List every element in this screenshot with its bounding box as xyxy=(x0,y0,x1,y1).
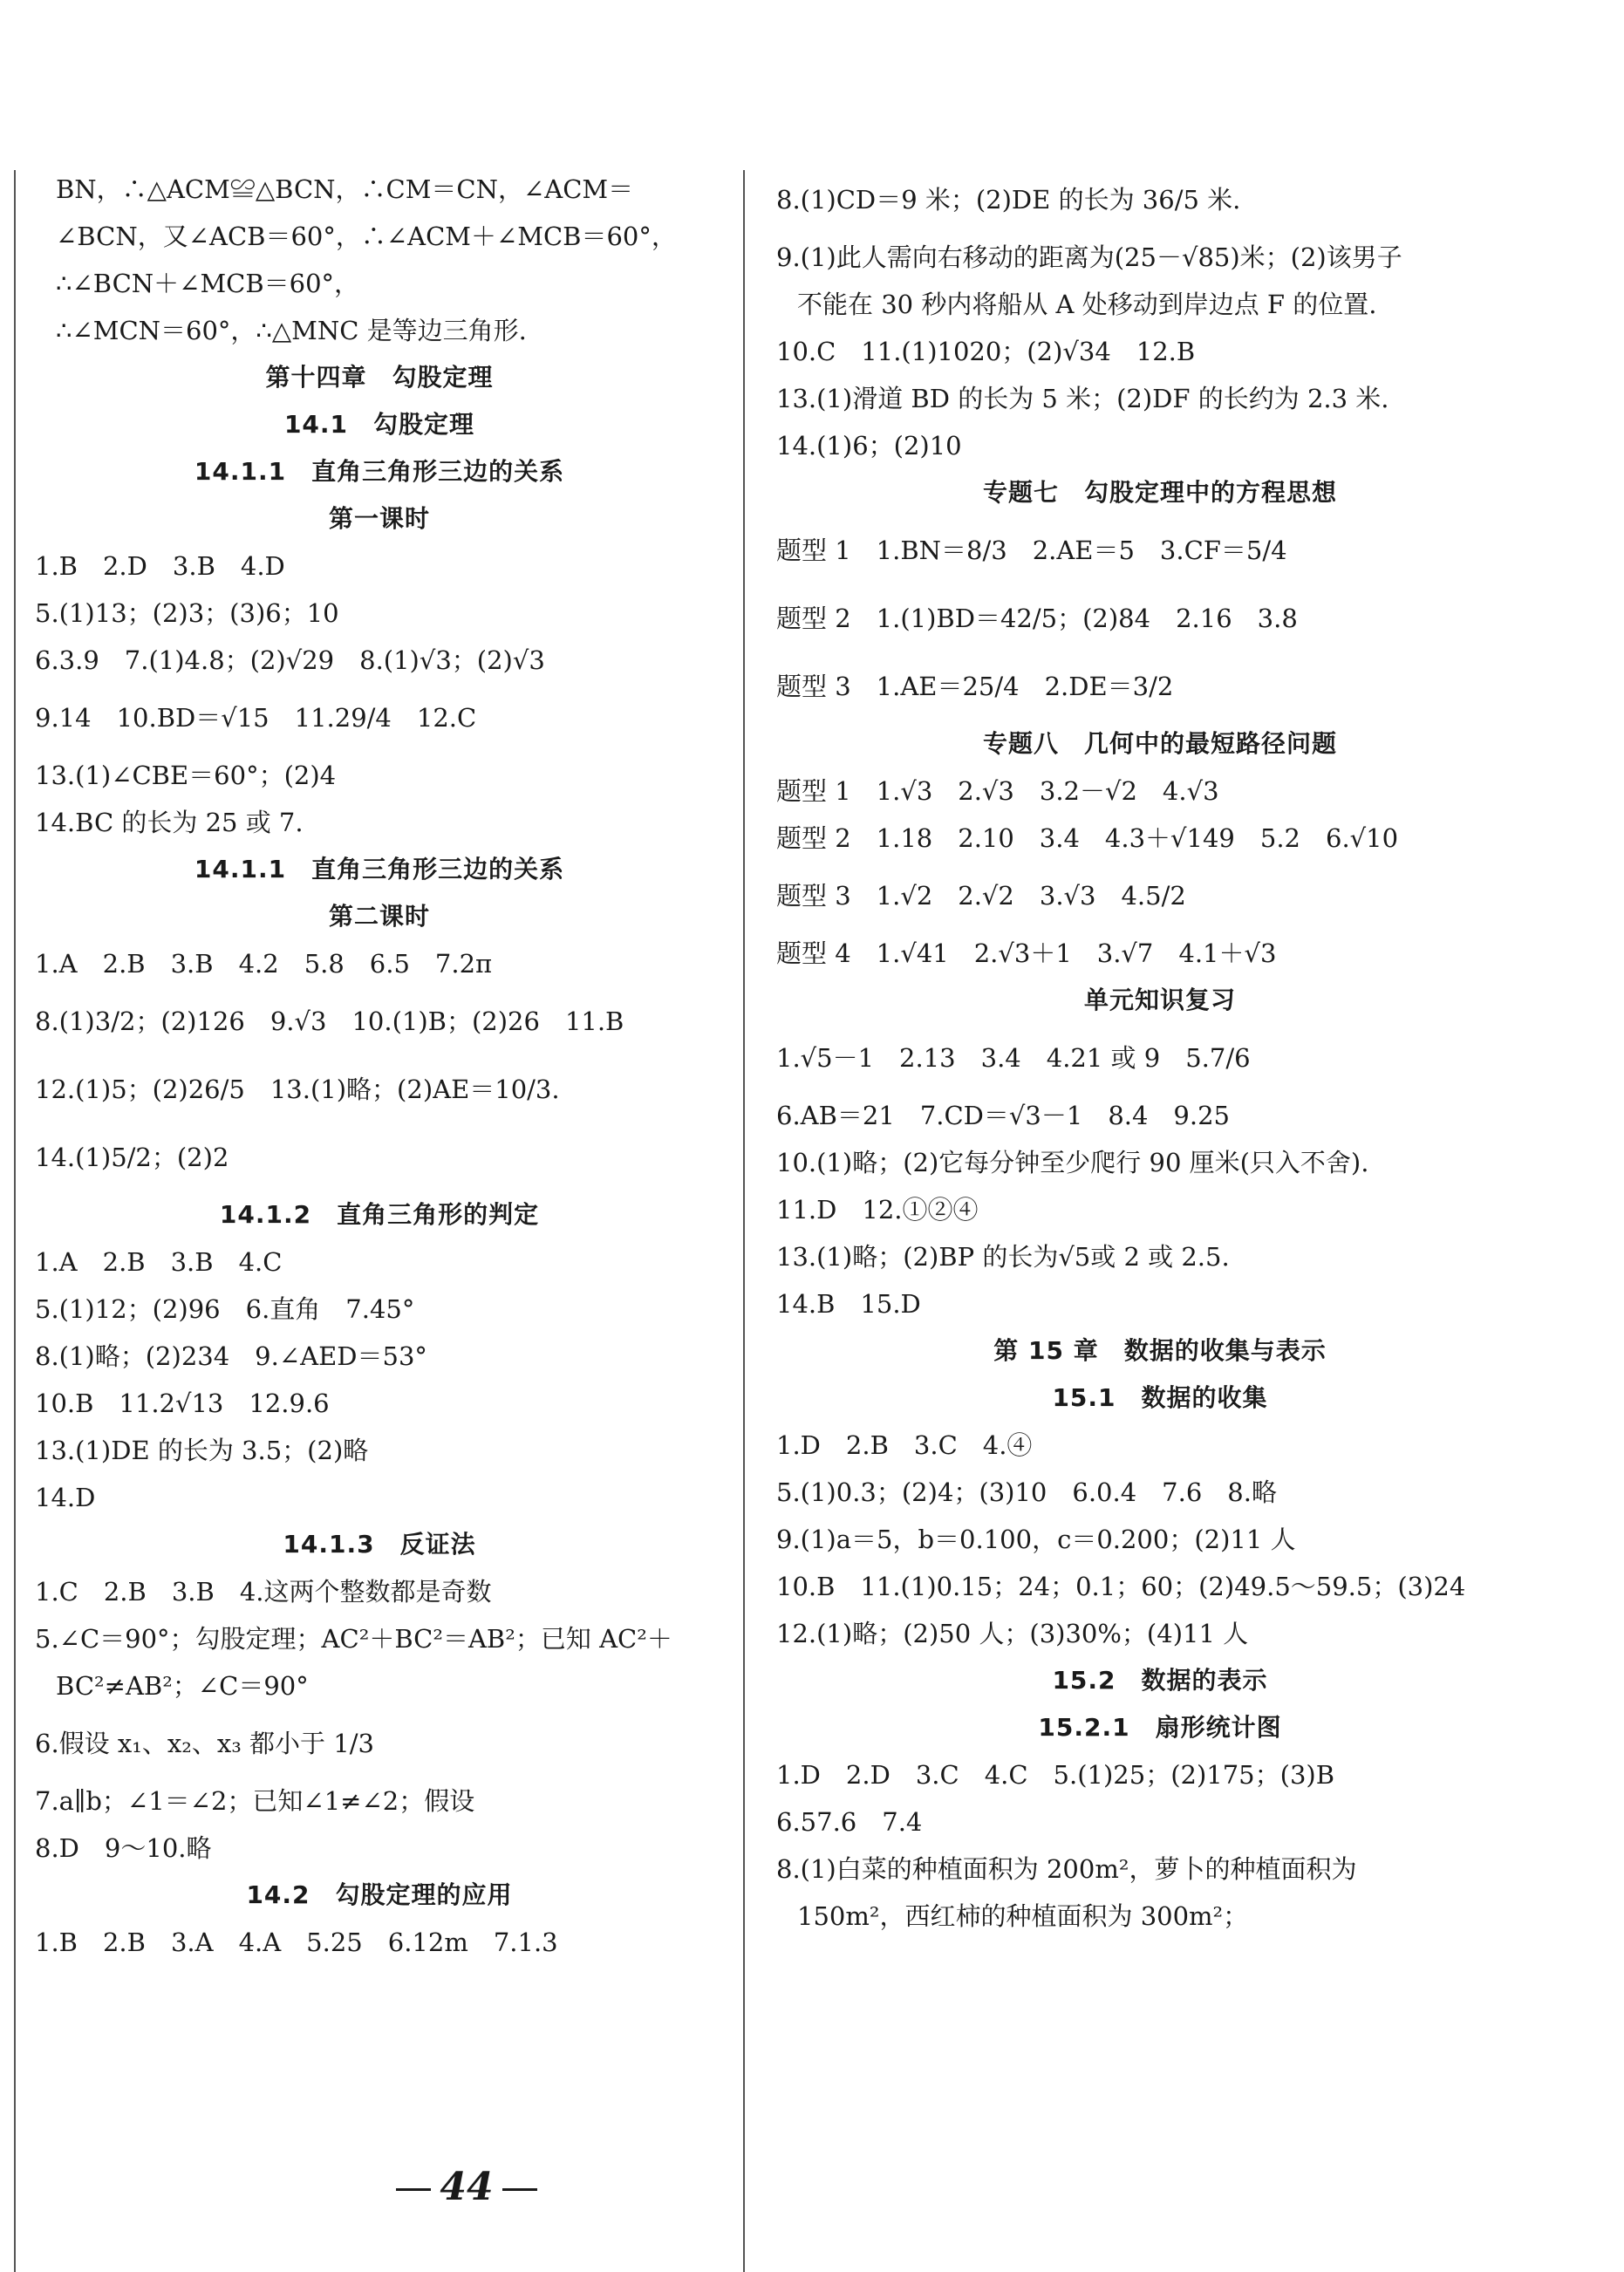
answer-line: 8.(1)CD＝9 米；(2)DE 的长为 36/5 米. xyxy=(776,185,1241,215)
answer-line: 13.(1)略；(2)BP 的长为√5或 2 或 2.5. xyxy=(776,1242,1230,1272)
answer-line: 9.14 10.BD＝√15 11.29/4 12.C xyxy=(35,703,477,733)
section-heading: 15.2 数据的表示 xyxy=(1052,1666,1268,1695)
answer-line: 150m²，西红柿的种植面积为 300m²； xyxy=(797,1901,1249,1931)
answer-line: 11.D 12.①②④ xyxy=(776,1195,979,1225)
answer-line: 14.B 15.D xyxy=(776,1289,921,1319)
page-number xyxy=(0,2165,933,2209)
answer-line: 9.(1)此人需向右移动的距离为(25－√85)米；(2)该男子 xyxy=(776,242,1402,272)
section-heading: 14.1.2 直角三角形的判定 xyxy=(219,1200,540,1229)
answer-line: 10.(1)略；(2)它每分钟至少爬行 90 厘米(只入不舍). xyxy=(776,1148,1369,1177)
answer-line: 9.(1)a＝5，b＝0.100，c＝0.200；(2)11 人 xyxy=(776,1525,1296,1554)
answer-line: 1.A 2.B 3.B 4.2 5.8 6.5 7.2π xyxy=(35,949,493,979)
answer-line: 6.3.9 7.(1)4.8；(2)√29 8.(1)√3；(2)√3 xyxy=(35,645,545,675)
answer-line: 5.(1)13；(2)3；(3)6；10 xyxy=(35,598,339,628)
answer-line: 14.D xyxy=(35,1483,96,1512)
answer-column-right xyxy=(776,166,1544,1940)
section-heading: 第一课时 xyxy=(328,504,430,533)
answer-line: 题型 4 1.√41 2.√3＋1 3.√7 4.1＋√3 xyxy=(776,938,1277,968)
section-heading: 15.2.1 扇形统计图 xyxy=(1038,1713,1282,1742)
section-heading: 14.1.1 直角三角形三边的关系 xyxy=(194,855,565,884)
answer-line: 1.D 2.D 3.C 4.C 5.(1)25；(2)175；(3)B xyxy=(776,1760,1335,1790)
page-number-text: 44 xyxy=(440,2165,494,2209)
section-heading: 第二课时 xyxy=(328,902,430,931)
answer-line: 1.B 2.D 3.B 4.D xyxy=(35,551,285,581)
answer-line: ∴∠BCN＋∠MCB＝60°， xyxy=(56,269,360,298)
answer-line: 1.C 2.B 3.B 4.这两个整数都是奇数 xyxy=(35,1577,492,1607)
answer-line: ∠BCN，又∠ACB＝60°，∴∠ACM＋∠MCB＝60°， xyxy=(56,222,677,251)
answer-line: BC²≠AB²；∠C＝90° xyxy=(56,1671,309,1701)
answer-line: 13.(1)滑道 BD 的长为 5 米；(2)DF 的长约为 2.3 米. xyxy=(776,384,1389,413)
answer-line: 10.C 11.(1)1020；(2)√34 12.B xyxy=(776,337,1196,366)
answer-line: 13.(1)∠CBE＝60°；(2)4 xyxy=(35,761,337,790)
answer-line: 8.(1)略；(2)234 9.∠AED＝53° xyxy=(35,1341,427,1371)
answer-line: ∴∠MCN＝60°，∴△MNC 是等边三角形. xyxy=(56,316,527,345)
answer-line: 1.D 2.B 3.C 4.④ xyxy=(776,1430,1033,1460)
answer-line: 13.(1)DE 的长为 3.5；(2)略 xyxy=(35,1436,369,1465)
answer-line: 14.BC 的长为 25 或 7. xyxy=(35,808,304,837)
answer-line: 12.(1)5；(2)26/5 13.(1)略；(2)AE＝10/3. xyxy=(35,1075,560,1104)
section-heading: 14.1.3 反证法 xyxy=(283,1530,476,1559)
answer-line: 1.B 2.B 3.A 4.A 5.25 6.12m 7.1.3 xyxy=(35,1927,558,1957)
section-heading: 14.1 勾股定理 xyxy=(283,410,475,439)
answer-line: 5.(1)12；(2)96 6.直角 7.45° xyxy=(35,1294,415,1324)
section-heading: 第 15 章 数据的收集与表示 xyxy=(993,1336,1327,1365)
dash-left xyxy=(396,2188,431,2191)
section-heading: 14.2 勾股定理的应用 xyxy=(246,1880,513,1909)
answer-line: 10.B 11.(1)0.15；24；0.1；60；(2)49.5～59.5；(3)24 xyxy=(776,1572,1466,1601)
answer-line: 6.57.6 7.4 xyxy=(776,1807,923,1837)
answer-line: 8.(1)3/2；(2)126 9.√3 10.(1)B；(2)26 11.B xyxy=(35,1006,624,1036)
section-heading: 单元知识复习 xyxy=(1083,986,1236,1014)
section-heading: 专题七 勾股定理中的方程思想 xyxy=(982,478,1337,507)
column-divider xyxy=(743,170,745,2272)
answer-line: 题型 1 1.√3 2.√3 3.2－√2 4.√3 xyxy=(776,776,1219,806)
answer-line: 5.∠C＝90°；勾股定理；AC²＋BC²＝AB²；已知 AC²＋ xyxy=(35,1624,672,1654)
answer-line: 14.(1)6；(2)10 xyxy=(776,431,962,461)
answer-line: 题型 1 1.BN＝8/3 2.AE＝5 3.CF＝5/4 xyxy=(776,536,1287,565)
answer-line: 14.(1)5/2；(2)2 xyxy=(35,1143,229,1172)
answer-line: 1.√5－1 2.13 3.4 4.21 或 9 5.7/6 xyxy=(776,1043,1251,1073)
left-margin-rule xyxy=(14,170,16,2272)
dash-right xyxy=(502,2188,537,2191)
answer-line: 8.(1)白菜的种植面积为 200m²，萝卜的种植面积为 xyxy=(776,1854,1357,1884)
answer-line: 不能在 30 秒内将船从 A 处移动到岸边点 F 的位置. xyxy=(797,290,1377,319)
answer-line: 6.假设 x₁、x₂、x₃ 都小于 1/3 xyxy=(35,1729,374,1758)
answer-line: 12.(1)略；(2)50 人；(3)30%；(4)11 人 xyxy=(776,1619,1249,1648)
section-heading: 第十四章 勾股定理 xyxy=(265,363,494,392)
section-heading: 专题八 几何中的最短路径问题 xyxy=(982,729,1337,758)
answer-line: 10.B 11.2√13 12.9.6 xyxy=(35,1388,330,1418)
answer-line: 题型 3 1.√2 2.√2 3.√3 4.5/2 xyxy=(776,881,1186,911)
answer-line: BN，∴△ACM≌△BCN，∴CM＝CN，∠ACM＝ xyxy=(56,174,634,204)
answer-line: 1.A 2.B 3.B 4.C xyxy=(35,1247,283,1277)
answer-line: 题型 3 1.AE＝25/4 2.DE＝3/2 xyxy=(776,672,1174,701)
answer-line: 5.(1)0.3；(2)4；(3)10 6.0.4 7.6 8.略 xyxy=(776,1477,1277,1507)
answer-line: 题型 2 1.(1)BD＝42/5；(2)84 2.16 3.8 xyxy=(776,604,1298,633)
section-heading: 14.1.1 直角三角形三边的关系 xyxy=(194,457,565,486)
answer-line: 题型 2 1.18 2.10 3.4 4.3＋√149 5.2 6.√10 xyxy=(776,823,1399,853)
answer-column-left xyxy=(35,166,724,1966)
answer-line: 7.a∥b；∠1＝∠2；已知∠1≠∠2；假设 xyxy=(35,1786,475,1816)
answer-line: 8.D 9～10.略 xyxy=(35,1833,212,1863)
section-heading: 15.1 数据的收集 xyxy=(1052,1383,1268,1412)
answer-line: 6.AB＝21 7.CD＝√3－1 8.4 9.25 xyxy=(776,1101,1231,1130)
